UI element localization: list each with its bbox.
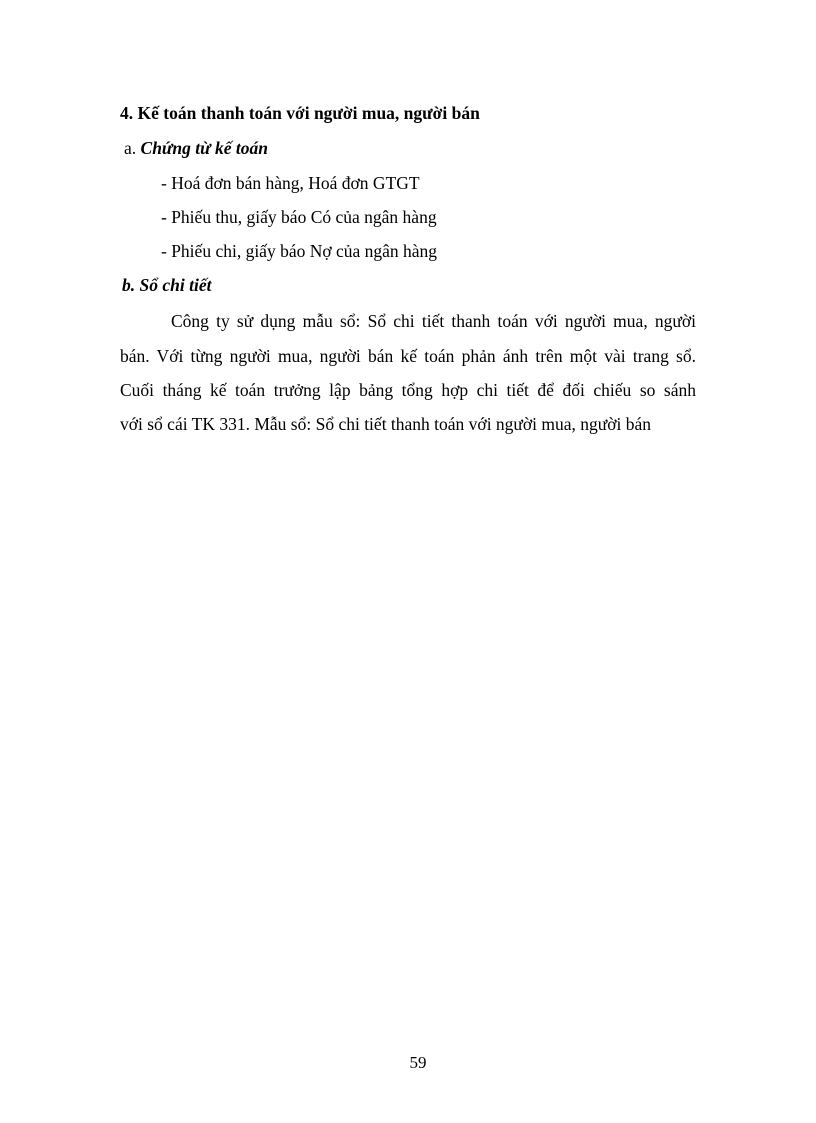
paragraph-line: Công ty sử dụng mẫu sổ: Sổ chi tiết thanh toán với người mua, người bbox=[171, 311, 696, 331]
paragraph-line: bán. Với từng người mua, người bán kế toán phản ánh trên một vài trang sổ. bbox=[120, 346, 696, 366]
subsection-a-title: Chứng từ kế toán bbox=[140, 138, 268, 158]
bullet-item: - Hoá đơn bán hàng, Hoá đơn GTGT bbox=[161, 173, 420, 193]
subsection-b-title: b. Sổ chi tiết bbox=[122, 275, 212, 295]
subsection-b-heading bbox=[122, 275, 211, 296]
paragraph-line: với sổ cái TK 331. Mẫu sổ: Sổ chi tiết thanh toán với người mua, người bán bbox=[120, 414, 652, 434]
subsection-a-heading bbox=[124, 138, 268, 159]
subsection-a-prefix: a. bbox=[124, 138, 141, 158]
bullet-item: - Phiếu thu, giấy báo Có của ngân hàng bbox=[161, 207, 437, 227]
bullet-item: - Phiếu chi, giấy báo Nợ của ngân hàng bbox=[161, 241, 438, 261]
page-number: 59 bbox=[409, 1053, 427, 1072]
section-heading: 4. Kế toán thanh toán với người mua, người bán bbox=[120, 103, 480, 123]
paragraph-line: Cuối tháng kế toán trưởng lập bảng tổng hợp chi tiết để đối chiếu so sánh bbox=[120, 380, 696, 400]
